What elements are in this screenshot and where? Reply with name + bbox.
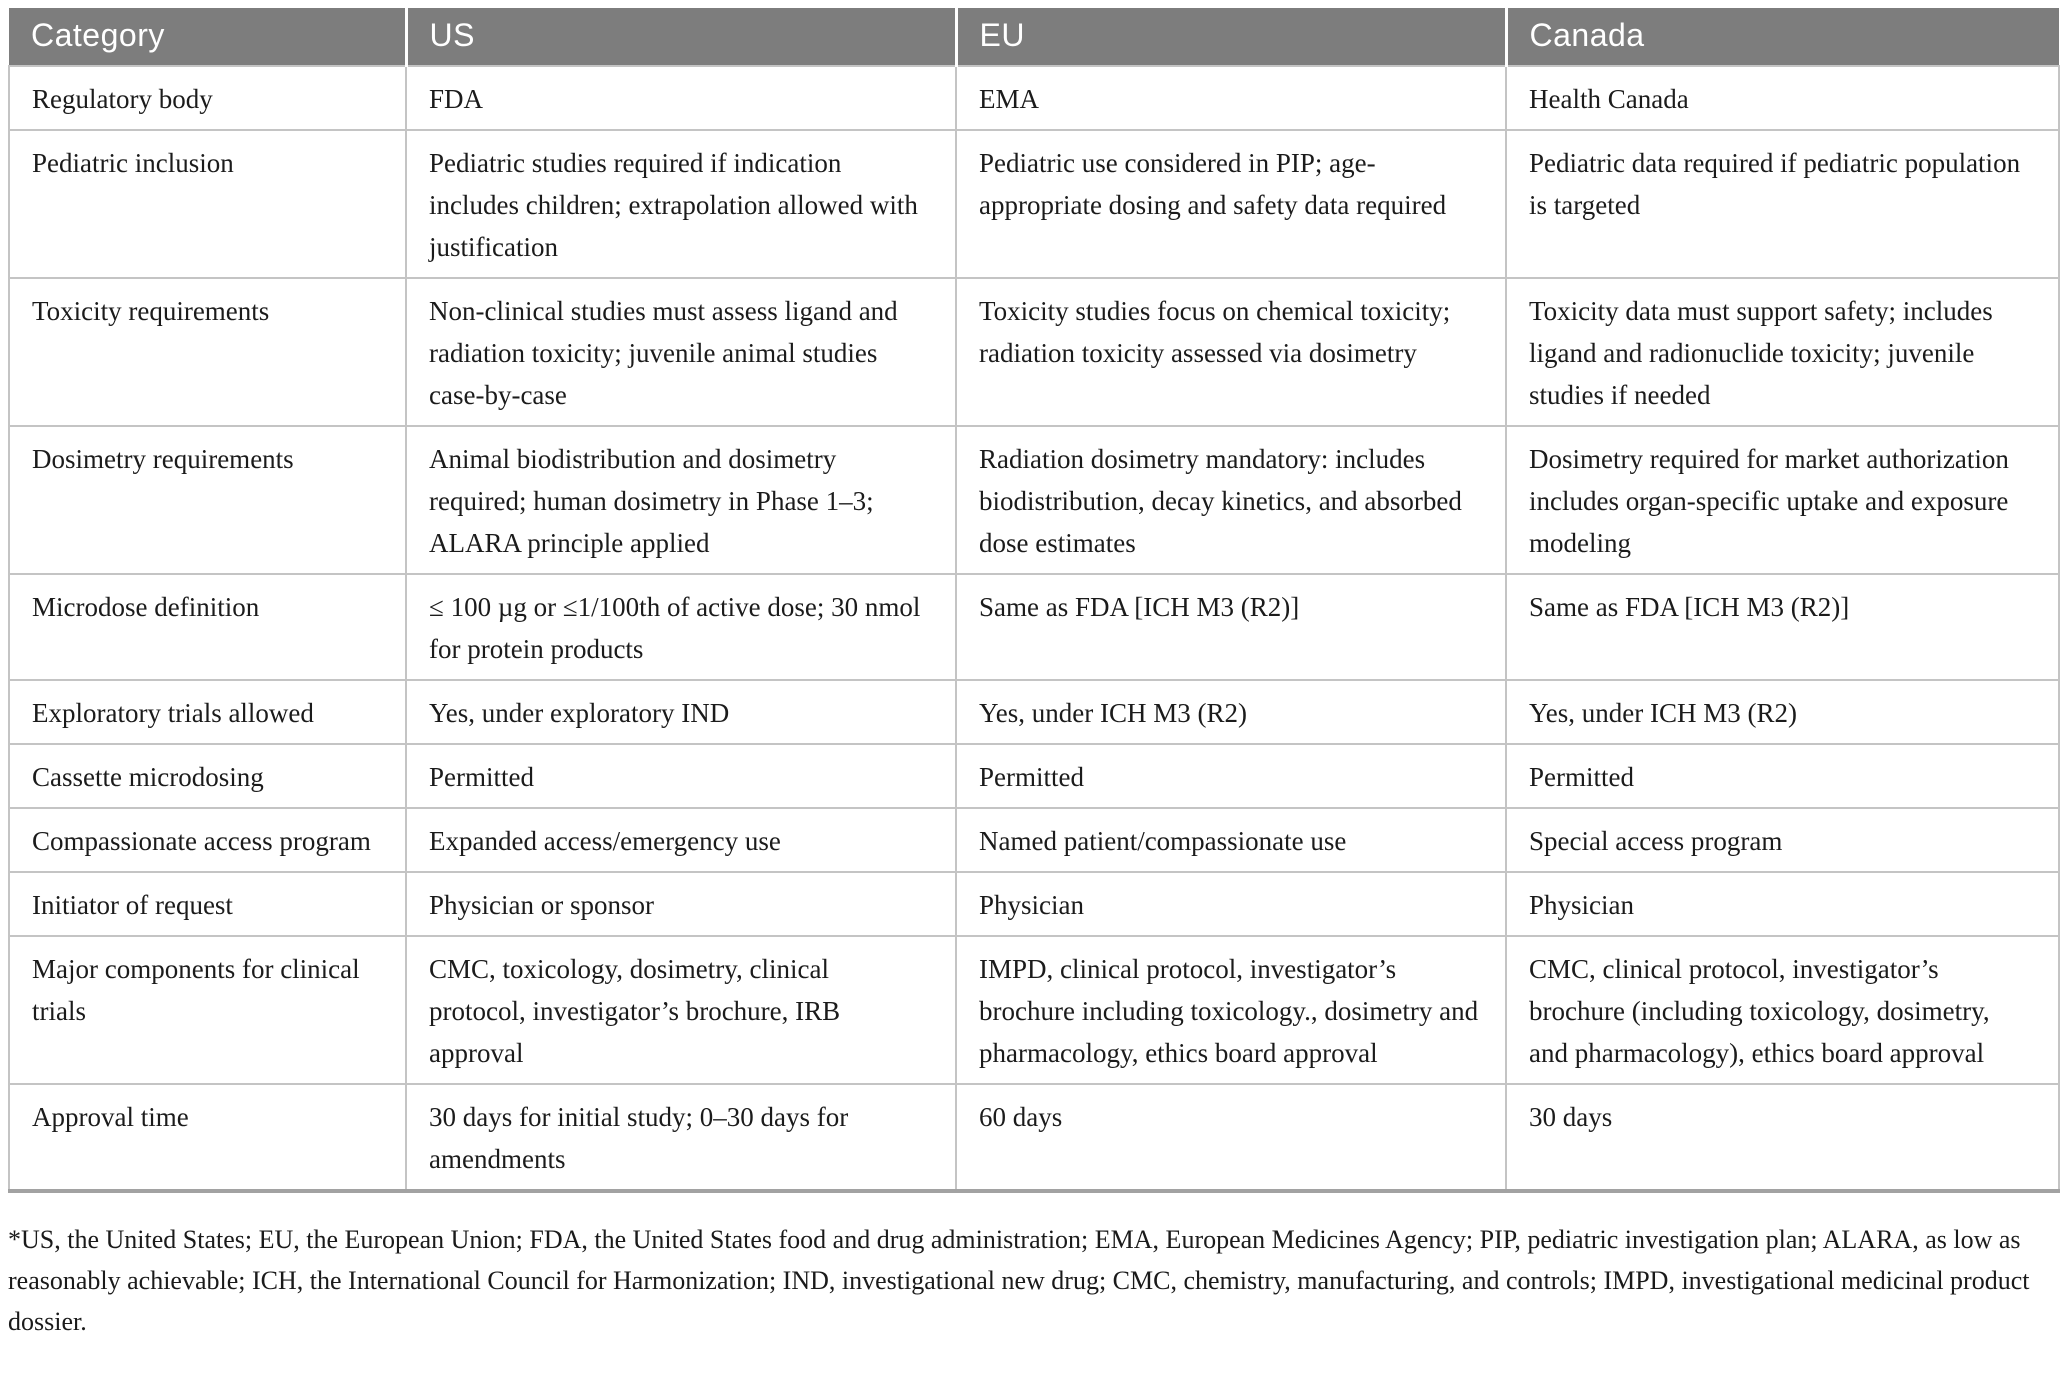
header-row xyxy=(9,8,2059,66)
cell-eu: Physician xyxy=(956,872,1506,936)
cell-eu: EMA xyxy=(956,66,1506,130)
cell-eu: Radiation dosimetry mandatory: includes biodistribution, decay kinetics, and absorbed dose estimates xyxy=(956,426,1506,574)
cell-us: Animal biodistribution and dosimetry required; human dosimetry in Phase 1–3; ALARA principle applied xyxy=(406,426,956,574)
table-row xyxy=(9,680,2059,744)
cell-canada: Special access program xyxy=(1506,808,2059,872)
cell-category: Regulatory body xyxy=(9,66,406,130)
cell-category: Dosimetry requirements xyxy=(9,426,406,574)
table-row xyxy=(9,574,2059,680)
cell-canada: Health Canada xyxy=(1506,66,2059,130)
cell-category: Toxicity requirements xyxy=(9,278,406,426)
cell-category: Pediatric inclusion xyxy=(9,130,406,278)
table-row xyxy=(9,426,2059,574)
table-row xyxy=(9,130,2059,278)
cell-us: CMC, toxicology, dosimetry, clinical protocol, investigator’s brochure, IRB approval xyxy=(406,936,956,1084)
table-row xyxy=(9,66,2059,130)
cell-eu: Named patient/compassionate use xyxy=(956,808,1506,872)
table-row xyxy=(9,1084,2059,1191)
table-row xyxy=(9,278,2059,426)
cell-us: 30 days for initial study; 0–30 days for amendments xyxy=(406,1084,956,1191)
cell-canada: 30 days xyxy=(1506,1084,2059,1191)
cell-eu: 60 days xyxy=(956,1084,1506,1191)
cell-canada: Pediatric data required if pediatric population is targeted xyxy=(1506,130,2059,278)
cell-category: Cassette microdosing xyxy=(9,744,406,808)
cell-category: Initiator of request xyxy=(9,872,406,936)
cell-canada: Dosimetry required for market authorization includes organ-specific uptake and exposure modeling xyxy=(1506,426,2059,574)
table-row xyxy=(9,744,2059,808)
table-row xyxy=(9,872,2059,936)
cell-us: Pediatric studies required if indication includes children; extrapolation allowed with justification xyxy=(406,130,956,278)
cell-canada: Permitted xyxy=(1506,744,2059,808)
cell-us: Permitted xyxy=(406,744,956,808)
column-header-canada: Canada xyxy=(1506,8,2059,66)
cell-eu: Pediatric use considered in PIP; age-appropriate dosing and safety data required xyxy=(956,130,1506,278)
cell-us: ≤ 100 µg or ≤1/100th of active dose; 30 nmol for protein products xyxy=(406,574,956,680)
cell-eu: Toxicity studies focus on chemical toxicity; radiation toxicity assessed via dosimetry xyxy=(956,278,1506,426)
table-footnote: *US, the United States; EU, the European Union; FDA, the United States food and drug administration; EMA, European Medicines Agency; PIP, pediatric investigation plan; ALARA, as low as reasonably achievable; ICH, the International Council for Harmonization; IND, investigational new drug; CMC, chemistry, manufacturing, and controls; IMPD, investigational medicinal product dossier. xyxy=(8,1225,2030,1336)
cell-us: Non-clinical studies must assess ligand and radiation toxicity; juvenile animal studies case-by-case xyxy=(406,278,956,426)
cell-canada: Same as FDA [ICH M3 (R2)] xyxy=(1506,574,2059,680)
cell-eu: Permitted xyxy=(956,744,1506,808)
cell-category: Approval time xyxy=(9,1084,406,1191)
cell-category: Exploratory trials allowed xyxy=(9,680,406,744)
regulatory-comparison-table xyxy=(8,8,2060,1193)
cell-eu: Same as FDA [ICH M3 (R2)] xyxy=(956,574,1506,680)
cell-canada: Toxicity data must support safety; includes ligand and radionuclide toxicity; juvenile studies if needed xyxy=(1506,278,2059,426)
cell-canada: CMC, clinical protocol, investigator’s brochure (including toxicology, dosimetry, and pharmacology), ethics board approval xyxy=(1506,936,2059,1084)
table-row xyxy=(9,936,2059,1084)
table-row xyxy=(9,808,2059,872)
cell-us: Expanded access/emergency use xyxy=(406,808,956,872)
cell-us: Physician or sponsor xyxy=(406,872,956,936)
cell-eu: Yes, under ICH M3 (R2) xyxy=(956,680,1506,744)
cell-category: Microdose definition xyxy=(9,574,406,680)
column-header-eu: EU xyxy=(956,8,1506,66)
cell-category: Compassionate access program xyxy=(9,808,406,872)
cell-canada: Physician xyxy=(1506,872,2059,936)
cell-canada: Yes, under ICH M3 (R2) xyxy=(1506,680,2059,744)
cell-us: Yes, under exploratory IND xyxy=(406,680,956,744)
column-header-us: US xyxy=(406,8,956,66)
cell-us: FDA xyxy=(406,66,956,130)
column-header-category: Category xyxy=(9,8,406,66)
cell-category: Major components for clinical trials xyxy=(9,936,406,1084)
cell-eu: IMPD, clinical protocol, investigator’s brochure including toxicology., dosimetry and pharmacology, ethics board approval xyxy=(956,936,1506,1084)
